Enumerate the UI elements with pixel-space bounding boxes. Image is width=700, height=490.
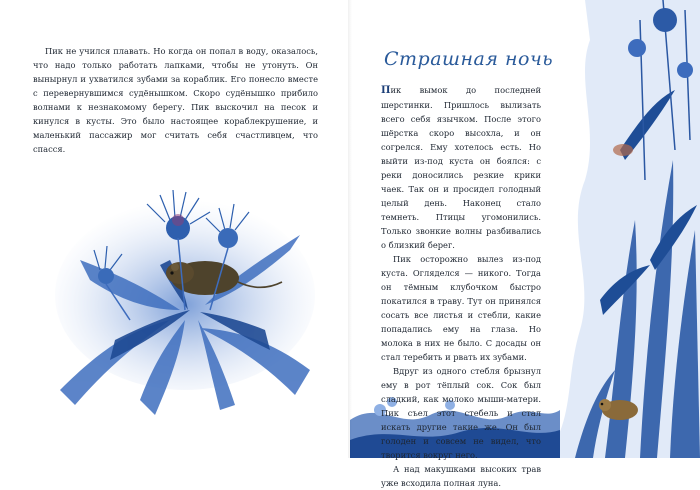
chapter-title: Страшная ночь <box>384 48 554 70</box>
right-paragraph-4: А над макушками высоких трав уже всходила полная луна. <box>381 464 541 488</box>
botanical-border-illustration <box>545 0 700 458</box>
left-paragraph: Пик не учился плавать. Но когда он попал в воду, оказалось, что надо только работать лапками, чтобы не утонуть. Он вынырнул и ухватился зубами за кораблик. Его понесло вместе с перевернувшимся судёнышком. Скоро судёнышко прибило волнами к незнакомому берегу. Пик выскочил на песок и кинулся в кусты. Это было настоящее кораблекрушение, и маленький пассажир мог считать себя счастливцем, что спасся. <box>33 46 318 154</box>
drop-cap: П <box>381 85 391 96</box>
book-gutter <box>348 0 352 458</box>
right-page-text <box>381 83 541 490</box>
right-paragraph-1 <box>381 83 541 252</box>
right-paragraph-1-text: ик вымок до последней шерстинки. Пришлось вылизать всего себя язычком. После этого шёрстка скоро высохла, и он согрелся. Ему хотелось есть. Но выйти из-под куста он боялся: с реки доносились резкие крики чаек. Так он и просидел голодный целый день. Наконец стало темнеть. Птицы угомонились. Только звонкие волны разбивались о близкий берег. <box>381 85 541 250</box>
left-page-text <box>33 44 318 156</box>
left-page <box>0 0 350 458</box>
right-page <box>350 0 700 488</box>
thistle-mouse-illustration <box>20 160 330 420</box>
right-paragraph-2: Пик осторожно вылез из-под куста. Огляделся — никого. Тогда он тёмным клубочком быстро покатился в траву. Тут он принялся сосать все листья и стебли, какие попадались ему на глаза. Но молока в них не было. С досады он стал теребить и рвать их зубами. <box>381 254 541 362</box>
right-paragraph-3: Вдруг из одного стебля брызнул ему в рот тёплый сок. Сок был сладкий, как молоко мыши-матери. Пик съел этот стебель и стал искать другие такие же. Он был голоден и совсем не видел, что творится вокруг него. <box>381 366 541 460</box>
